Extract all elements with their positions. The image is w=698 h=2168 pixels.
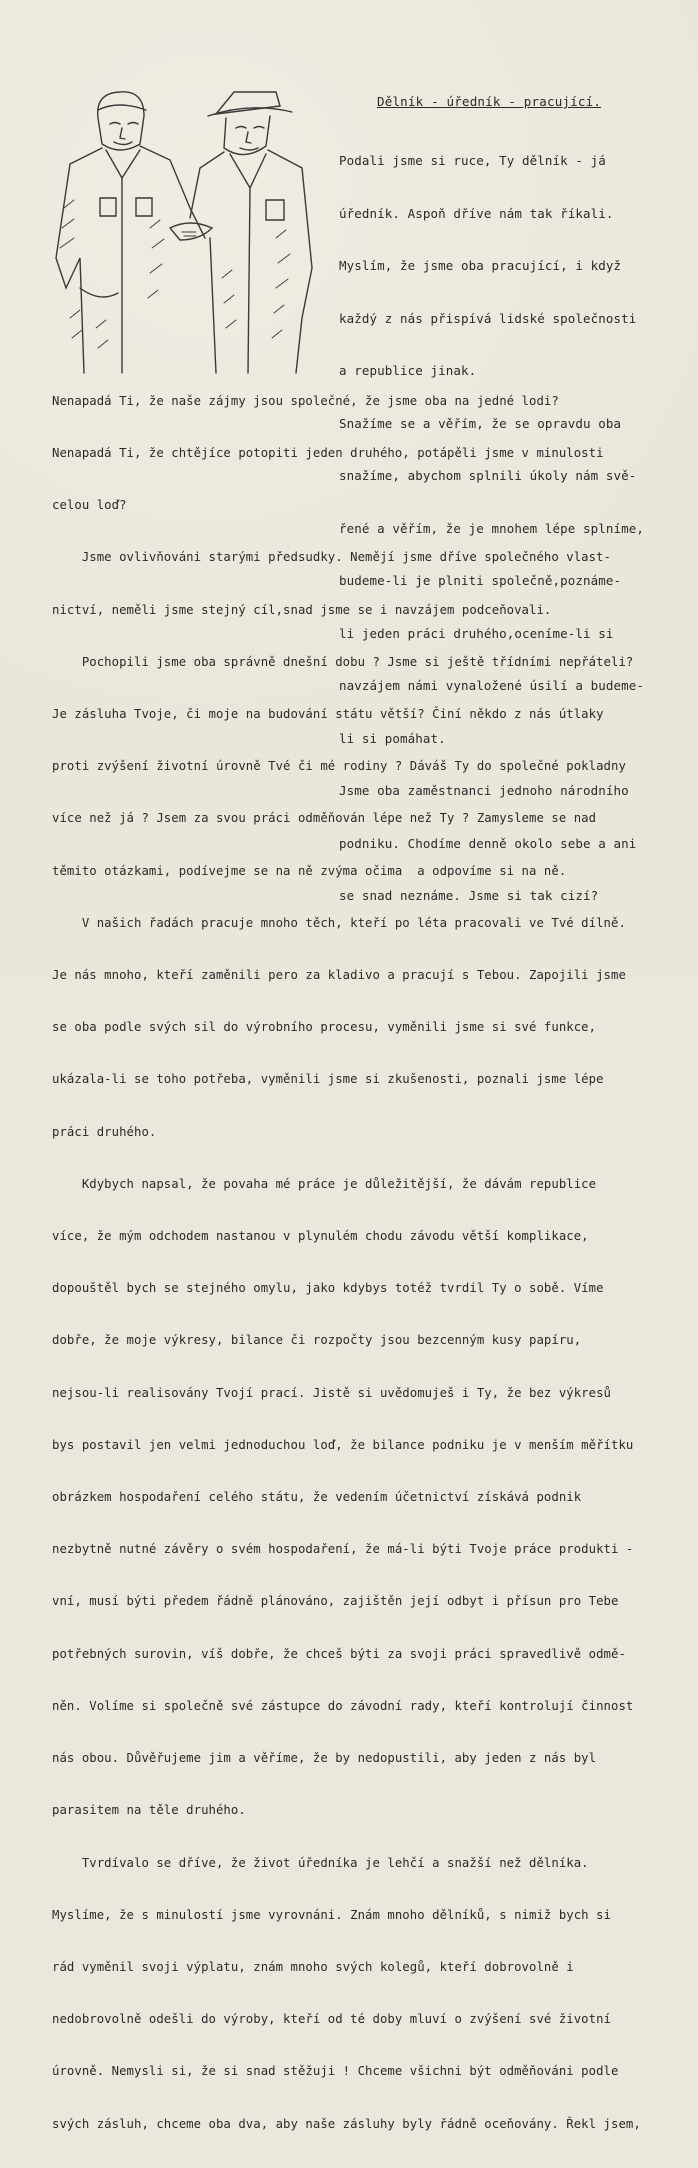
body-text-line: práci druhého. [52,1124,157,1139]
body-text-line: Myslíme, že s minulostí jsme vyrovnáni. Znám mnoho dělníků, s nimiž bych si [52,1907,612,1922]
body-text-line: nictví, neměli jsme stejný cíl,snad jsme se i navzájem podceňovali. [52,602,552,617]
body-text-line: Je nás mnoho, kteří zaměnili pero za kladivo a pracují s Tebou. Zapojili jsme [52,968,626,983]
side-text-line: Jsme oba zaměstnanci jednoho národního [339,783,629,798]
body-text-line: nezbytně nutné závěry o svém hospodaření, že má-li býti Tvoje práce produkti - [52,1542,634,1557]
body-text-line: potřebných surovin, víš dobře, že chceš býti za svoji práci spravedlivě odmě- [52,1646,626,1661]
body-text-line: více než já ? Jsem za svou práci odměňován lépe než Ty ? Zamysleme se nad [52,811,597,826]
body-text-line: celou loď? [52,498,127,513]
body-text-line: parasitem na těle druhého. [52,1803,246,1818]
body-text-line: vní, musí býti předem řádně plánováno, zajištěn její odbyt i přísun pro Tebe [52,1594,619,1609]
side-text-line: Podali jsme si ruce, Ty dělník - já [339,153,606,168]
body-text-line: proti zvýšení životní úrovně Tvé či mé rodiny ? Dáváš Ty do společné pokladny [52,759,626,774]
body-text-line: těmito otázkami, podívejme se na ně zvýma očima a odpovíme si na ně. [52,863,567,878]
body-text-line: dopouštěl bych se stejného omylu, jako kdybys totéž tvrdil Ty o sobě. Víme [52,1281,604,1296]
side-text-line: a republice jinak. [339,363,477,378]
body-text-line: nás obou. Důvěřujeme jim a věříme, že by nedopustili, aby jeden z nás byl [52,1751,597,1766]
side-text-line: se snad neznáme. Jsme si tak cizí? [339,888,599,903]
body-text-line: V našich řadách pracuje mnoho těch, kteří po léta pracovali ve Tvé dílně. [52,915,626,930]
body-text-line: Kdybych napsal, že povaha mé práce je důležitější, že dávám republice [52,1176,597,1191]
body-text-line: se oba podle svých sil do výrobního procesu, vyměnili jsme si své funkce, [52,1020,597,1035]
side-text-line: řené a věřím, že je mnohem lépe splníme, [339,520,645,536]
body-text-line: bys postavil jen velmi jednoduchou loď, že bilance podniku je v menším měřítku [52,1437,634,1452]
side-text-line: Myslím, že jsme oba pracující, i když [339,258,622,273]
side-text-line: každý z nás přispívá lidské společnosti [339,310,637,326]
body-text-line: Jsme ovlivňováni starými předsudky. Nemějí jsme dříve společného vlast- [52,550,612,565]
body-text-line: nejsou-li realisovány Tvojí prací. Jistě si uvědomuješ i Ty, že bez výkresů [52,1385,612,1400]
body-text [52,358,672,2168]
side-text-line: úředník. Aspoň dříve nám tak říkali. [339,205,614,221]
body-text-line: obrázkem hospodaření celého státu, že vedením účetnictví získává podnik [52,1490,582,1505]
body-text-line: svých zásluh, chceme oba dva, aby naše zásluhy byly řádně oceňovány. Řekl jsem, [52,2116,641,2131]
side-text-line: snažíme, abychom splnili úkoly nám svě- [339,468,637,483]
body-text-line: Nenapadá Ti, že chtějíce potopiti jeden druhého, potápěli jsme v minulosti [52,446,604,461]
body-text-line: úrovně. Nemysli si, že si snad stěžuji ! Chceme všichni být odměňováni podle [52,2064,619,2079]
article-title: Dělník - úředník - pracující. [377,94,602,109]
side-text-line: Snažíme se a věřím, že se opravdu oba [339,415,622,431]
body-text-line: nedobrovolně odešli do výroby, kteří od té doby mluví o zvýšení své životní [52,2012,612,2027]
body-text-line: Nenapadá Ti, že naše zájmy jsou společné, že jsme oba na jedné lodi? [52,393,559,408]
side-text-line: navzájem námi vynaložené úsilí a budeme- [339,678,645,693]
body-text-line: Pochopili jsme oba správně dnešní dobu ? Jsme si ještě třídními nepřáteli? [52,654,634,669]
body-text-line: Tvrdívalo se dříve, že život úředníka je lehčí a snažší než dělníka. [52,1855,589,1870]
body-text-line: ukázala-li se toho potřeba, vyměnili jsme si zkušenosti, poznali jsme lépe [52,1072,604,1087]
body-text-line: Je zásluha Tvoje, či moje na budování státu větší? Činí někdo z nás útlaky [52,707,604,722]
body-text-line: rád vyměnil svoji výplatu, znám mnoho svých kolegů, kteří dobrovolně i [52,1959,574,1974]
side-text-line: li jeden práci druhého,oceníme-li si [339,625,614,641]
body-text-line: více, že mým odchodem nastanou v plynulém chodu závodu větší komplikace, [52,1229,589,1244]
handshake-illustration [40,88,335,373]
body-text-line: dobře, že moje výkresy, bilance či rozpočty jsou bezcenným kusy papíru, [52,1333,582,1348]
side-text-line: li si pomáhat. [339,730,446,746]
side-text-line: podniku. Chodíme denně okolo sebe a ani [339,835,637,851]
body-text-line: něn. Volíme si společně své zástupce do závodní rady, kteří kontrolují činnost [52,1698,634,1713]
side-text-line: budeme-li je plniti společně,poznáme- [339,573,622,588]
